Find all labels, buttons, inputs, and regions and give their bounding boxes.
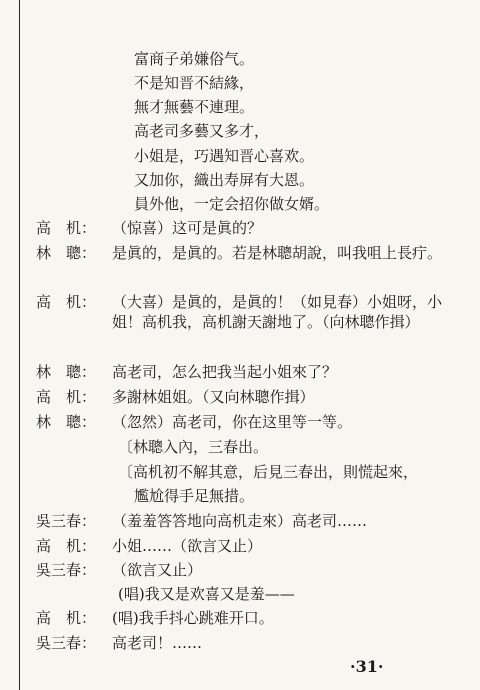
verse-line: 員外他，一定会招你做女婿。 xyxy=(134,195,330,213)
dialogue-text: （大喜）是眞的，是眞的！（如見春）小姐呀，小姐！高机我，高机謝天謝地了。（向林聰作揖） xyxy=(112,293,443,331)
dialogue-text: (唱)我手抖心跳难开口。 xyxy=(112,609,274,627)
speaker-name: 高 机： xyxy=(36,293,97,311)
dialogue-text: 高老司！…… xyxy=(112,634,203,652)
page-number: ·31· xyxy=(350,657,384,676)
stage-direction: 〔林聰入內，三春出。 xyxy=(118,438,269,456)
stage-direction: 尷尬得手足無措。 xyxy=(134,487,255,505)
dialogue-text: 多謝林姐姐。（又向林聰作揖） xyxy=(112,388,315,406)
verse-line: 高老司多藝又多才， xyxy=(134,122,270,140)
verse-line: 又加你，織出寿屏有大恩。 xyxy=(134,171,315,189)
speaker-name: 林 聰： xyxy=(36,363,97,381)
verse-line: 小姐是，巧遇知晋心喜欢。 xyxy=(134,147,315,165)
dialogue-text: 小姐……（欲言又止） xyxy=(112,537,263,555)
dialogue-text: （忽然）高老司，你在这里等一等。 xyxy=(112,413,353,431)
speaker-name: 高 机： xyxy=(36,537,97,555)
speaker-name: 高 机： xyxy=(36,388,97,406)
speaker-name: 林 聰： xyxy=(36,413,97,431)
speaker-name: 高 机： xyxy=(36,219,97,237)
dialogue-text: （欲言又止） xyxy=(112,561,203,579)
speaker-name: 吳三春： xyxy=(36,634,97,652)
speaker-name: 吳三春： xyxy=(36,561,97,579)
speaker-name: 吳三春： xyxy=(36,512,97,530)
dialogue-text: 是眞的，是眞的。若是林聰胡說，叫我咀上長疔。 xyxy=(112,244,443,262)
dialogue-text: （羞羞答答地向高机走來）高老司…… xyxy=(112,512,368,530)
dialogue-text: （惊喜）这可是眞的？ xyxy=(112,219,263,237)
verse-line: 不是知晋不結緣， xyxy=(134,74,255,92)
stage-direction: 〔高机初不解其意，后見三春出，則慌起來， xyxy=(118,463,419,481)
verse-line: 無才無藝不連理。 xyxy=(134,98,255,116)
speaker-name: 高 机： xyxy=(36,609,97,627)
verse-line: 富商子弟嫌俗气。 xyxy=(134,50,255,68)
song-line: (唱)我又是欢喜又是羞—— xyxy=(118,585,295,603)
speaker-name: 林 聰： xyxy=(36,244,97,262)
dialogue-text: 高老司，怎么把我当起小姐來了？ xyxy=(112,363,338,381)
